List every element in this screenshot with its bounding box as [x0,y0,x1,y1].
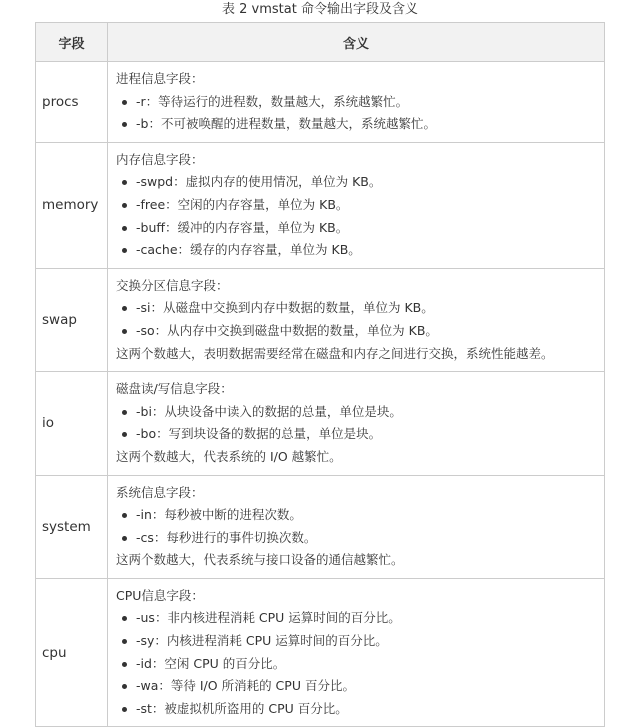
meaning-intro: CPU信息字段： [116,587,204,603]
meaning-cell [108,578,605,727]
header-meaning: 含义 [108,23,605,62]
table-row-procs [36,62,605,143]
meaning-intro: 内存信息字段： [116,151,204,167]
field-name-cell: procs [36,62,108,143]
vmstat-fields-table [35,22,605,727]
meaning-list-item: -si：从磁盘中交换到内存中数据的数量，单位为 KB。 [116,297,598,320]
table-header-row [36,23,605,62]
meaning-list-item: -free：空闲的内存容量，单位为 KB。 [116,194,598,217]
meaning-list-item: -cache：缓存的内存容量，单位为 KB。 [116,239,598,262]
meaning-item-list [116,401,598,446]
table-row-system [36,475,605,578]
meaning-item-list [116,607,598,720]
table-caption: 表 2 vmstat 命令输出字段及含义 [222,2,418,17]
header-field: 字段 [36,23,108,62]
meaning-intro: 交换分区信息字段： [116,277,229,293]
meaning-list-item: -bi：从块设备中读入的数据的总量，单位是块。 [116,401,598,424]
table-row-io [36,372,605,475]
meaning-note: 这两个数越大，代表系统与接口设备的通信越繁忙。 [116,552,404,568]
meaning-list-item: -buff：缓冲的内存容量，单位为 KB。 [116,217,598,240]
meaning-intro: 进程信息字段： [116,71,204,86]
table-row-cpu [36,578,605,727]
meaning-list-item: -cs：每秒进行的事件切换次数。 [116,527,598,550]
meaning-item-list [116,91,598,136]
meaning-item-list [116,171,598,261]
meaning-list-item: -wa：等待 I/O 所消耗的 CPU 百分比。 [116,675,598,698]
meaning-list-item: -b：不可被唤醒的进程数量，数量越大，系统越繁忙。 [116,113,598,136]
field-name-cell: cpu [36,578,108,727]
meaning-list-item: -so：从内存中交换到磁盘中数据的数量，单位为 KB。 [116,320,598,343]
meaning-intro: 磁盘读/写信息字段： [116,381,233,397]
meaning-list-item: -in：每秒被中断的进程次数。 [116,504,598,527]
meaning-list-item: -us：非内核进程消耗 CPU 运算时间的百分比。 [116,607,598,630]
meaning-list-item: -sy：内核进程消耗 CPU 运算时间的百分比。 [116,630,598,653]
field-name-cell: io [36,372,108,475]
meaning-note: 这两个数越大，代表系统的 I/O 越繁忙。 [116,448,342,464]
meaning-cell [108,268,605,371]
meaning-list-item: -swpd：虚拟内存的使用情况，单位为 KB。 [116,171,598,194]
table-body [36,62,605,727]
meaning-cell [108,62,605,143]
meaning-list-item: -st：被虚拟机所盗用的 CPU 百分比。 [116,698,598,721]
meaning-cell [108,142,605,268]
meaning-item-list [116,504,598,549]
meaning-cell [108,372,605,475]
meaning-list-item: -r：等待运行的进程数，数量越大，系统越繁忙。 [116,91,598,114]
meaning-item-list [116,297,598,342]
field-name-cell: system [36,475,108,578]
meaning-intro: 系统信息字段： [116,484,204,500]
table-row-swap [36,268,605,371]
field-name-cell: swap [36,268,108,371]
meaning-note: 这两个数越大，表明数据需要经常在磁盘和内存之间进行交换，系统性能越差。 [116,345,554,361]
field-name-cell: memory [36,142,108,268]
meaning-list-item: -id：空闲 CPU 的百分比。 [116,653,598,676]
meaning-cell [108,475,605,578]
meaning-list-item: -bo：写到块设备的数据的总量，单位是块。 [116,423,598,446]
table-row-memory [36,142,605,268]
